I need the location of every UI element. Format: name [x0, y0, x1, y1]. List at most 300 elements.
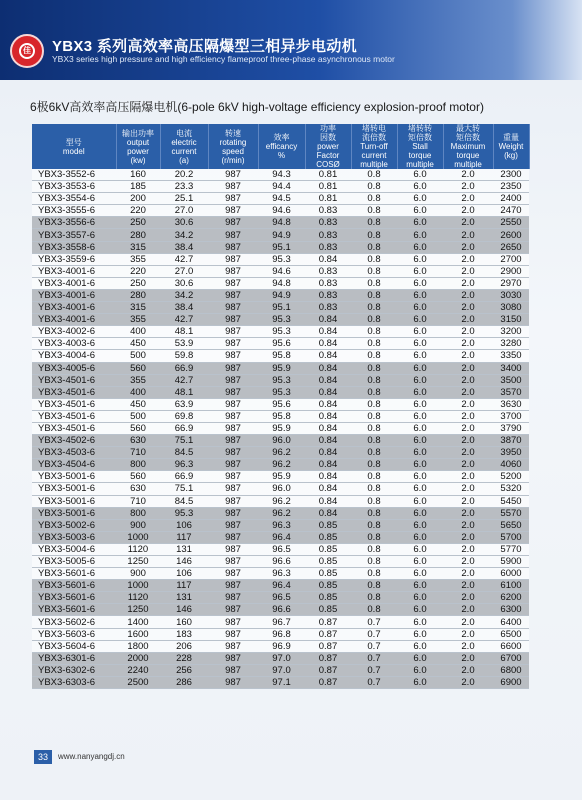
value-cell: 0.84: [305, 314, 351, 326]
value-cell: 400: [116, 326, 160, 338]
value-cell: 0.84: [305, 483, 351, 495]
value-cell: 0.83: [305, 277, 351, 289]
value-cell: 0.85: [305, 568, 351, 580]
model-cell: YBX3-3558-6: [32, 241, 116, 253]
value-cell: 1120: [116, 592, 160, 604]
column-header: [208, 124, 258, 169]
value-cell: 96.7: [258, 616, 305, 628]
column-header-line: 矩倍数: [456, 133, 480, 142]
value-cell: 5320: [493, 483, 529, 495]
value-cell: 220: [116, 205, 160, 217]
value-cell: 0.8: [351, 229, 397, 241]
value-cell: 0.8: [351, 471, 397, 483]
value-cell: 6600: [493, 640, 529, 652]
value-cell: 0.8: [351, 543, 397, 555]
model-cell: YBX3-4004-6: [32, 350, 116, 362]
value-cell: 800: [116, 507, 160, 519]
value-cell: 1120: [116, 543, 160, 555]
value-cell: 2.0: [443, 217, 493, 229]
value-cell: 38.4: [160, 241, 208, 253]
value-cell: 95.3: [258, 374, 305, 386]
model-cell: YBX3-5002-6: [32, 519, 116, 531]
table-row: [32, 507, 529, 519]
column-header-line: 电流: [176, 128, 192, 138]
value-cell: 3080: [493, 302, 529, 314]
value-cell: 987: [208, 483, 258, 495]
value-cell: 95.9: [258, 422, 305, 434]
value-cell: 0.8: [351, 253, 397, 265]
model-cell: YBX3-5003-6: [32, 531, 116, 543]
website-url: www.nanyangdj.cn: [58, 752, 125, 761]
value-cell: 94.5: [258, 193, 305, 205]
table-row: [32, 350, 529, 362]
value-cell: 0.81: [305, 193, 351, 205]
value-cell: 0.8: [351, 556, 397, 568]
table-row: [32, 483, 529, 495]
value-cell: 987: [208, 229, 258, 241]
column-header-line: multiple: [360, 160, 388, 169]
value-cell: 6.0: [397, 386, 443, 398]
value-cell: 6500: [493, 628, 529, 640]
value-cell: 987: [208, 507, 258, 519]
table-row: [32, 229, 529, 241]
value-cell: 0.8: [351, 277, 397, 289]
value-cell: 987: [208, 616, 258, 628]
value-cell: 6.0: [397, 483, 443, 495]
value-cell: 96.5: [258, 543, 305, 555]
value-cell: 42.7: [160, 253, 208, 265]
model-cell: YBX3-4001-6: [32, 277, 116, 289]
value-cell: 6.0: [397, 507, 443, 519]
value-cell: 0.85: [305, 531, 351, 543]
column-header-line: electric: [171, 137, 197, 147]
model-cell: YBX3-5001-6: [32, 471, 116, 483]
value-cell: 2.0: [443, 253, 493, 265]
value-cell: 66.9: [160, 471, 208, 483]
value-cell: 6.0: [397, 302, 443, 314]
value-cell: 97.1: [258, 676, 305, 688]
value-cell: 96.4: [258, 580, 305, 592]
value-cell: 131: [160, 592, 208, 604]
value-cell: 6.0: [397, 362, 443, 374]
value-cell: 987: [208, 519, 258, 531]
value-cell: 6.0: [397, 205, 443, 217]
value-cell: 0.85: [305, 592, 351, 604]
value-cell: 900: [116, 519, 160, 531]
value-cell: 2.0: [443, 169, 493, 181]
value-cell: 0.7: [351, 676, 397, 688]
value-cell: 2900: [493, 265, 529, 277]
column-header-line: 重量: [503, 133, 519, 142]
value-cell: 6.0: [397, 241, 443, 253]
value-cell: 0.8: [351, 398, 397, 410]
value-cell: 96.6: [258, 556, 305, 568]
value-cell: 2.0: [443, 422, 493, 434]
value-cell: 66.9: [160, 362, 208, 374]
value-cell: 183: [160, 628, 208, 640]
value-cell: 0.84: [305, 326, 351, 338]
value-cell: 5650: [493, 519, 529, 531]
value-cell: 2.0: [443, 265, 493, 277]
column-header-line: COSØ: [316, 160, 340, 169]
value-cell: 106: [160, 519, 208, 531]
value-cell: 450: [116, 398, 160, 410]
table-row: [32, 664, 529, 676]
value-cell: 0.8: [351, 580, 397, 592]
value-cell: 6.0: [397, 338, 443, 350]
value-cell: 2.0: [443, 350, 493, 362]
value-cell: 6.0: [397, 664, 443, 676]
column-header-line: 转速: [225, 128, 241, 138]
value-cell: 0.8: [351, 459, 397, 471]
model-cell: YBX3-5602-6: [32, 616, 116, 628]
value-cell: 23.3: [160, 181, 208, 193]
value-cell: 96.2: [258, 447, 305, 459]
value-cell: 0.84: [305, 350, 351, 362]
table-row: [32, 519, 529, 531]
value-cell: 6.0: [397, 398, 443, 410]
table-row: [32, 169, 529, 181]
model-cell: YBX3-5004-6: [32, 543, 116, 555]
value-cell: 987: [208, 338, 258, 350]
value-cell: 315: [116, 302, 160, 314]
value-cell: 185: [116, 181, 160, 193]
value-cell: 987: [208, 471, 258, 483]
column-header-line: Weight: [498, 142, 524, 151]
column-header-line: torque: [408, 151, 432, 160]
table-row: [32, 435, 529, 447]
value-cell: 1400: [116, 616, 160, 628]
column-header: [397, 124, 443, 169]
value-cell: 94.8: [258, 277, 305, 289]
value-cell: 95.9: [258, 471, 305, 483]
value-cell: 0.8: [351, 289, 397, 301]
value-cell: 987: [208, 676, 258, 688]
value-cell: 2.0: [443, 531, 493, 543]
value-cell: 987: [208, 398, 258, 410]
table-row: [32, 362, 529, 374]
value-cell: 987: [208, 531, 258, 543]
value-cell: 0.87: [305, 676, 351, 688]
value-cell: 96.8: [258, 628, 305, 640]
value-cell: 2470: [493, 205, 529, 217]
table-row: [32, 253, 529, 265]
table-row: [32, 676, 529, 688]
value-cell: 560: [116, 362, 160, 374]
value-cell: 2.0: [443, 229, 493, 241]
value-cell: 900: [116, 568, 160, 580]
model-cell: YBX3-4501-6: [32, 398, 116, 410]
value-cell: 2.0: [443, 592, 493, 604]
model-cell: YBX3-3557-6: [32, 229, 116, 241]
value-cell: 0.87: [305, 616, 351, 628]
value-cell: 987: [208, 459, 258, 471]
value-cell: 34.2: [160, 229, 208, 241]
value-cell: 6300: [493, 604, 529, 616]
column-header-line: model: [62, 146, 85, 156]
value-cell: 2.0: [443, 580, 493, 592]
column-header-line: (r/min): [221, 155, 245, 165]
value-cell: 987: [208, 253, 258, 265]
value-cell: 0.7: [351, 628, 397, 640]
column-header-line: output: [126, 137, 150, 147]
value-cell: 0.8: [351, 350, 397, 362]
model-cell: YBX3-4001-6: [32, 302, 116, 314]
model-cell: YBX3-3559-6: [32, 253, 116, 265]
model-cell: YBX3-6301-6: [32, 652, 116, 664]
value-cell: 0.84: [305, 374, 351, 386]
value-cell: 94.3: [258, 169, 305, 181]
value-cell: 0.8: [351, 362, 397, 374]
value-cell: 6.0: [397, 435, 443, 447]
value-cell: 0.8: [351, 169, 397, 181]
value-cell: 2.0: [443, 616, 493, 628]
value-cell: 2.0: [443, 507, 493, 519]
value-cell: 6.0: [397, 229, 443, 241]
column-header-line: 矩倍数: [408, 133, 432, 142]
column-header-line: 堵转电: [362, 124, 386, 133]
value-cell: 0.83: [305, 289, 351, 301]
value-cell: 987: [208, 169, 258, 181]
table-row: [32, 556, 529, 568]
value-cell: 6.0: [397, 519, 443, 531]
value-cell: 2.0: [443, 483, 493, 495]
value-cell: 95.8: [258, 350, 305, 362]
model-cell: YBX3-5001-6: [32, 495, 116, 507]
value-cell: 66.9: [160, 422, 208, 434]
company-logo-icon: [10, 34, 44, 68]
value-cell: 2400: [493, 193, 529, 205]
value-cell: 6000: [493, 568, 529, 580]
column-header-line: Factor: [316, 151, 340, 160]
value-cell: 6800: [493, 664, 529, 676]
value-cell: 2500: [116, 676, 160, 688]
value-cell: 20.2: [160, 169, 208, 181]
value-cell: 0.85: [305, 580, 351, 592]
value-cell: 95.3: [160, 507, 208, 519]
value-cell: 95.8: [258, 410, 305, 422]
value-cell: 987: [208, 181, 258, 193]
value-cell: 355: [116, 314, 160, 326]
value-cell: 987: [208, 314, 258, 326]
value-cell: 315: [116, 241, 160, 253]
value-cell: 48.1: [160, 326, 208, 338]
model-cell: YBX3-5604-6: [32, 640, 116, 652]
table-row: [32, 652, 529, 664]
model-cell: YBX3-3552-6: [32, 169, 116, 181]
value-cell: 987: [208, 568, 258, 580]
value-cell: 2.0: [443, 302, 493, 314]
value-cell: 560: [116, 471, 160, 483]
value-cell: 0.8: [351, 483, 397, 495]
value-cell: 6.0: [397, 459, 443, 471]
value-cell: 0.8: [351, 435, 397, 447]
value-cell: 200: [116, 193, 160, 205]
value-cell: 987: [208, 592, 258, 604]
value-cell: 6.0: [397, 422, 443, 434]
value-cell: 560: [116, 422, 160, 434]
value-cell: 6.0: [397, 326, 443, 338]
column-header-line: 最大转: [456, 124, 480, 133]
value-cell: 0.7: [351, 664, 397, 676]
column-header-line: 堵转转: [408, 124, 432, 133]
model-cell: YBX3-4502-6: [32, 435, 116, 447]
value-cell: 0.84: [305, 410, 351, 422]
model-cell: YBX3-4504-6: [32, 459, 116, 471]
value-cell: 96.0: [258, 435, 305, 447]
value-cell: 6.0: [397, 580, 443, 592]
table-row: [32, 410, 529, 422]
value-cell: 6.0: [397, 350, 443, 362]
value-cell: 256: [160, 664, 208, 676]
value-cell: 0.84: [305, 422, 351, 434]
value-cell: 2.0: [443, 314, 493, 326]
value-cell: 2.0: [443, 556, 493, 568]
table-row: [32, 628, 529, 640]
value-cell: 0.7: [351, 616, 397, 628]
table-row: [32, 447, 529, 459]
column-header: [160, 124, 208, 169]
value-cell: 0.8: [351, 205, 397, 217]
value-cell: 6700: [493, 652, 529, 664]
value-cell: 95.6: [258, 338, 305, 350]
value-cell: 3870: [493, 435, 529, 447]
value-cell: 0.7: [351, 640, 397, 652]
value-cell: 6.0: [397, 652, 443, 664]
column-header: [32, 124, 116, 169]
value-cell: 0.81: [305, 181, 351, 193]
value-cell: 2.0: [443, 277, 493, 289]
table-row: [32, 302, 529, 314]
column-header-line: speed: [222, 146, 244, 156]
value-cell: 500: [116, 410, 160, 422]
value-cell: 6.0: [397, 289, 443, 301]
value-cell: 987: [208, 652, 258, 664]
column-header-line: (kg): [504, 151, 518, 160]
column-header-line: power: [317, 142, 339, 151]
page-header: [0, 0, 582, 80]
value-cell: 3280: [493, 338, 529, 350]
value-cell: 6.0: [397, 676, 443, 688]
column-header-line: multiple: [406, 160, 434, 169]
column-header-line: 输出功率: [122, 128, 154, 138]
value-cell: 0.8: [351, 193, 397, 205]
value-cell: 25.1: [160, 193, 208, 205]
column-header-line: current: [361, 151, 387, 160]
table-row: [32, 289, 529, 301]
value-cell: 987: [208, 386, 258, 398]
value-cell: 987: [208, 628, 258, 640]
value-cell: 450: [116, 338, 160, 350]
value-cell: 0.83: [305, 241, 351, 253]
value-cell: 84.5: [160, 447, 208, 459]
value-cell: 1250: [116, 556, 160, 568]
table-header-row: [32, 124, 529, 169]
value-cell: 987: [208, 302, 258, 314]
value-cell: 75.1: [160, 483, 208, 495]
value-cell: 2300: [493, 169, 529, 181]
value-cell: 95.3: [258, 326, 305, 338]
column-header: [258, 124, 305, 169]
value-cell: 355: [116, 253, 160, 265]
value-cell: 5770: [493, 543, 529, 555]
value-cell: 3400: [493, 362, 529, 374]
value-cell: 96.3: [160, 459, 208, 471]
value-cell: 96.2: [258, 495, 305, 507]
table-row: [32, 241, 529, 253]
value-cell: 94.9: [258, 289, 305, 301]
model-cell: YBX3-3554-6: [32, 193, 116, 205]
column-header: [305, 124, 351, 169]
value-cell: 630: [116, 435, 160, 447]
value-cell: 94.4: [258, 181, 305, 193]
table-row: [32, 386, 529, 398]
value-cell: 59.8: [160, 350, 208, 362]
value-cell: 987: [208, 350, 258, 362]
model-cell: YBX3-4001-6: [32, 314, 116, 326]
value-cell: 250: [116, 277, 160, 289]
value-cell: 2.0: [443, 205, 493, 217]
value-cell: 3630: [493, 398, 529, 410]
table-subtitle: 6极6kV高效率高压隔爆电机(6-pole 6kV high-voltage efficiency explosion-proof motor): [30, 100, 484, 114]
value-cell: 710: [116, 495, 160, 507]
value-cell: 95.1: [258, 302, 305, 314]
value-cell: 6.0: [397, 447, 443, 459]
value-cell: 3350: [493, 350, 529, 362]
value-cell: 0.85: [305, 604, 351, 616]
model-cell: YBX3-6302-6: [32, 664, 116, 676]
value-cell: 96.3: [258, 568, 305, 580]
value-cell: 95.1: [258, 241, 305, 253]
value-cell: 2.0: [443, 289, 493, 301]
value-cell: 0.84: [305, 447, 351, 459]
value-cell: 0.8: [351, 507, 397, 519]
column-header-line: 型号: [65, 137, 82, 147]
model-cell: YBX3-4503-6: [32, 447, 116, 459]
value-cell: 94.6: [258, 265, 305, 277]
value-cell: 48.1: [160, 386, 208, 398]
value-cell: 2.0: [443, 193, 493, 205]
model-cell: YBX3-4501-6: [32, 422, 116, 434]
table-row: [32, 374, 529, 386]
column-header-line: power: [127, 146, 149, 156]
table-row: [32, 193, 529, 205]
column-header: [116, 124, 160, 169]
table-row: [32, 604, 529, 616]
value-cell: 5700: [493, 531, 529, 543]
value-cell: 75.1: [160, 435, 208, 447]
model-cell: YBX3-4001-6: [32, 289, 116, 301]
table-row: [32, 217, 529, 229]
model-cell: YBX3-5005-6: [32, 556, 116, 568]
value-cell: 228: [160, 652, 208, 664]
value-cell: 6.0: [397, 531, 443, 543]
value-cell: 34.2: [160, 289, 208, 301]
value-cell: 96.0: [258, 483, 305, 495]
value-cell: 1000: [116, 531, 160, 543]
value-cell: 0.83: [305, 205, 351, 217]
value-cell: 1600: [116, 628, 160, 640]
value-cell: 146: [160, 604, 208, 616]
model-cell: YBX3-4501-6: [32, 410, 116, 422]
value-cell: 987: [208, 289, 258, 301]
table-row: [32, 265, 529, 277]
value-cell: 6.0: [397, 314, 443, 326]
value-cell: 2.0: [443, 471, 493, 483]
value-cell: 6.0: [397, 374, 443, 386]
value-cell: 355: [116, 374, 160, 386]
value-cell: 2.0: [443, 362, 493, 374]
